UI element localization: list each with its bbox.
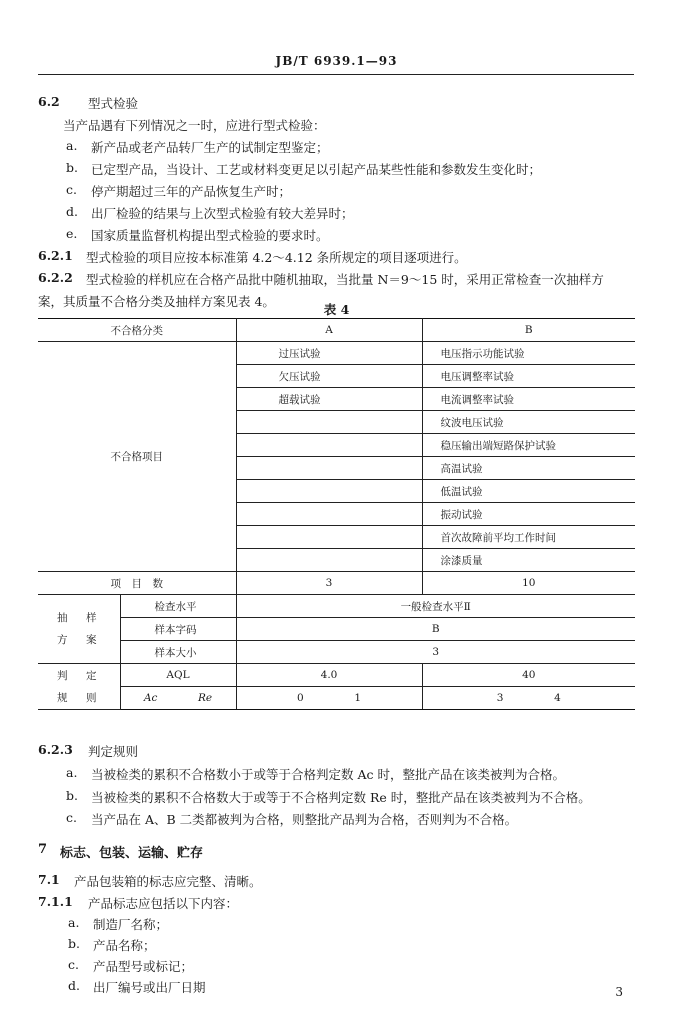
section-6-2-3-number: 6.2.3: [38, 742, 73, 757]
section-7-1-number: 7.1: [38, 872, 60, 887]
judgment-group-line1: 判 定: [57, 669, 101, 682]
section-7-1-1-number: 7.1.1: [38, 894, 73, 909]
list-item-label: a.: [66, 138, 78, 153]
table-4: [38, 318, 635, 710]
section-6-2-intro: 当产品遇有下列情况之一时，应进行型式检验：: [63, 118, 326, 133]
table-count-label: 项 目 数: [38, 572, 236, 595]
table-cell-b: 高温试验: [422, 457, 635, 480]
list-item-text: 国家质量监督机构提出型式检验的要求时。: [91, 228, 329, 243]
table-cell-b: 纹波电压试验: [422, 411, 635, 434]
table-cell-b: 低温试验: [422, 480, 635, 503]
re-a-value: 1: [354, 692, 362, 704]
table-cell-b: 电流调整率试验: [422, 388, 635, 411]
list-item-label: b.: [66, 788, 78, 803]
list-item-label: c.: [66, 810, 77, 825]
header-rule: [38, 74, 634, 75]
list-item-label: d.: [66, 204, 78, 219]
table-cell-a: [236, 457, 422, 480]
list-item-text: 出厂编号或出厂日期: [93, 980, 206, 995]
list-item-label: d.: [68, 978, 80, 993]
list-item-text: 停产期超过三年的产品恢复生产时；: [91, 184, 292, 199]
section-7-number: 7: [38, 842, 48, 857]
list-item-text: 新产品或老产品转厂生产的试制定型鉴定；: [91, 140, 329, 155]
table-cell-a: 过压试验: [236, 342, 422, 365]
re-label: Re: [198, 692, 213, 704]
list-item-text: 当被检类的累积不合格数大于或等于不合格判定数 Re 时，整批产品在该类被判为不合格。: [91, 790, 591, 805]
table-cell-b: 稳压输出端短路保护试验: [422, 434, 635, 457]
table-count-b: 10: [422, 572, 635, 595]
sampling-group-line1: 抽 样: [57, 612, 101, 624]
section-6-2-2-number: 6.2.2: [38, 270, 73, 285]
judgment-group-line2: 规 则: [57, 691, 101, 704]
table-aql-b: 40: [422, 664, 635, 687]
table-cell-a: [236, 480, 422, 503]
table-ac-re-label: [120, 687, 236, 710]
document-header: JB/T 6939.1—93: [275, 54, 398, 68]
list-item-label: a.: [66, 765, 78, 780]
table-cell-a: [236, 411, 422, 434]
table-inspection-level-label: 检查水平: [120, 595, 236, 618]
ac-b-value: 3: [496, 692, 504, 704]
ac-label: Ac: [143, 692, 158, 704]
table-cell-a: 超载试验: [236, 388, 422, 411]
table-header-class: 不合格分类: [38, 319, 236, 342]
table-ac-re-b: [422, 687, 635, 710]
table-cell-a: [236, 434, 422, 457]
re-b-value: 4: [554, 692, 561, 704]
list-item-label: c.: [66, 182, 77, 197]
list-item-label: a.: [68, 915, 80, 930]
table-sample-size-label: 样本大小: [120, 641, 236, 664]
table-header-a: A: [236, 319, 422, 342]
table-sampling-group: [38, 595, 120, 664]
table-cell-a: 欠压试验: [236, 365, 422, 388]
table-aql-a: 4.0: [236, 664, 422, 687]
section-6-2-2-line1: 型式检验的样机应在合格产品批中随机抽取，当批量 N＝9～15 时，采用正常检查一次抽样方: [86, 272, 604, 287]
section-6-2-1-number: 6.2.1: [38, 248, 73, 263]
section-7-1-1-text: 产品标志应包括以下内容：: [88, 896, 239, 911]
list-item-text: 产品名称；: [93, 938, 156, 953]
table-code-letter-label: 样本字码: [120, 618, 236, 641]
table-header-b: B: [422, 319, 635, 342]
table-ac-re-a: [236, 687, 422, 710]
table-count-a: 3: [236, 572, 422, 595]
list-item-label: e.: [66, 226, 78, 241]
table-cell-b: 电压指示功能试验: [422, 342, 635, 365]
table-cell-b: 振动试验: [422, 503, 635, 526]
list-item-label: c.: [68, 957, 79, 972]
table-cell-b: 电压调整率试验: [422, 365, 635, 388]
list-item-text: 制造厂名称；: [93, 917, 169, 932]
list-item-text: 出厂检验的结果与上次型式检验有较大差异时；: [91, 206, 354, 221]
list-item-label: b.: [68, 936, 80, 951]
section-6-2-2-line2: 案，其质量不合格分类及抽样方案见表 4。: [38, 294, 275, 309]
table-cell-a: [236, 549, 422, 572]
ac-a-value: 0: [296, 692, 304, 704]
list-item-label: b.: [66, 160, 78, 175]
section-6-2-1-text: 型式检验的项目应按本标准第 4.2～4.12 条所规定的项目逐项进行。: [86, 250, 467, 265]
section-6-2-title: 型式检验: [88, 96, 139, 111]
table-aql-label: AQL: [120, 664, 236, 687]
table-judgment-group: [38, 664, 120, 710]
table-items-label: 不合格项目: [38, 342, 236, 572]
section-7-1-text: 产品包装箱的标志应完整、清晰。: [74, 874, 262, 889]
table-cell-a: [236, 526, 422, 549]
table-inspection-level-value: 一般检查水平Ⅱ: [236, 595, 635, 618]
table-cell-a: [236, 503, 422, 526]
section-7-title: 标志、包装、运输、贮存: [60, 846, 204, 861]
table-cell-b: 首次故障前平均工作时间: [422, 526, 635, 549]
sampling-group-line2: 方 案: [57, 634, 101, 646]
list-item-text: 产品型号或标记；: [93, 959, 194, 974]
table-code-letter-value: B: [236, 618, 635, 641]
table-cell-b: 涂漆质量: [422, 549, 635, 572]
section-6-2-3-title: 判定规则: [88, 744, 139, 759]
table-sample-size-value: 3: [236, 641, 635, 664]
list-item-text: 当产品在 A、B 二类都被判为合格，则整批产品判为合格，否则判为不合格。: [91, 812, 518, 827]
list-item-text: 已定型产品，当设计、工艺或材料变更足以引起产品某些性能和参数发生变化时；: [91, 162, 542, 177]
page-number: 3: [615, 985, 623, 999]
section-6-2-number: 6.2: [38, 94, 60, 109]
table-caption: 表 4: [323, 302, 350, 317]
list-item-text: 当被检类的累积不合格数小于或等于合格判定数 Ac 时，整批产品在该类被判为合格。: [91, 767, 565, 782]
